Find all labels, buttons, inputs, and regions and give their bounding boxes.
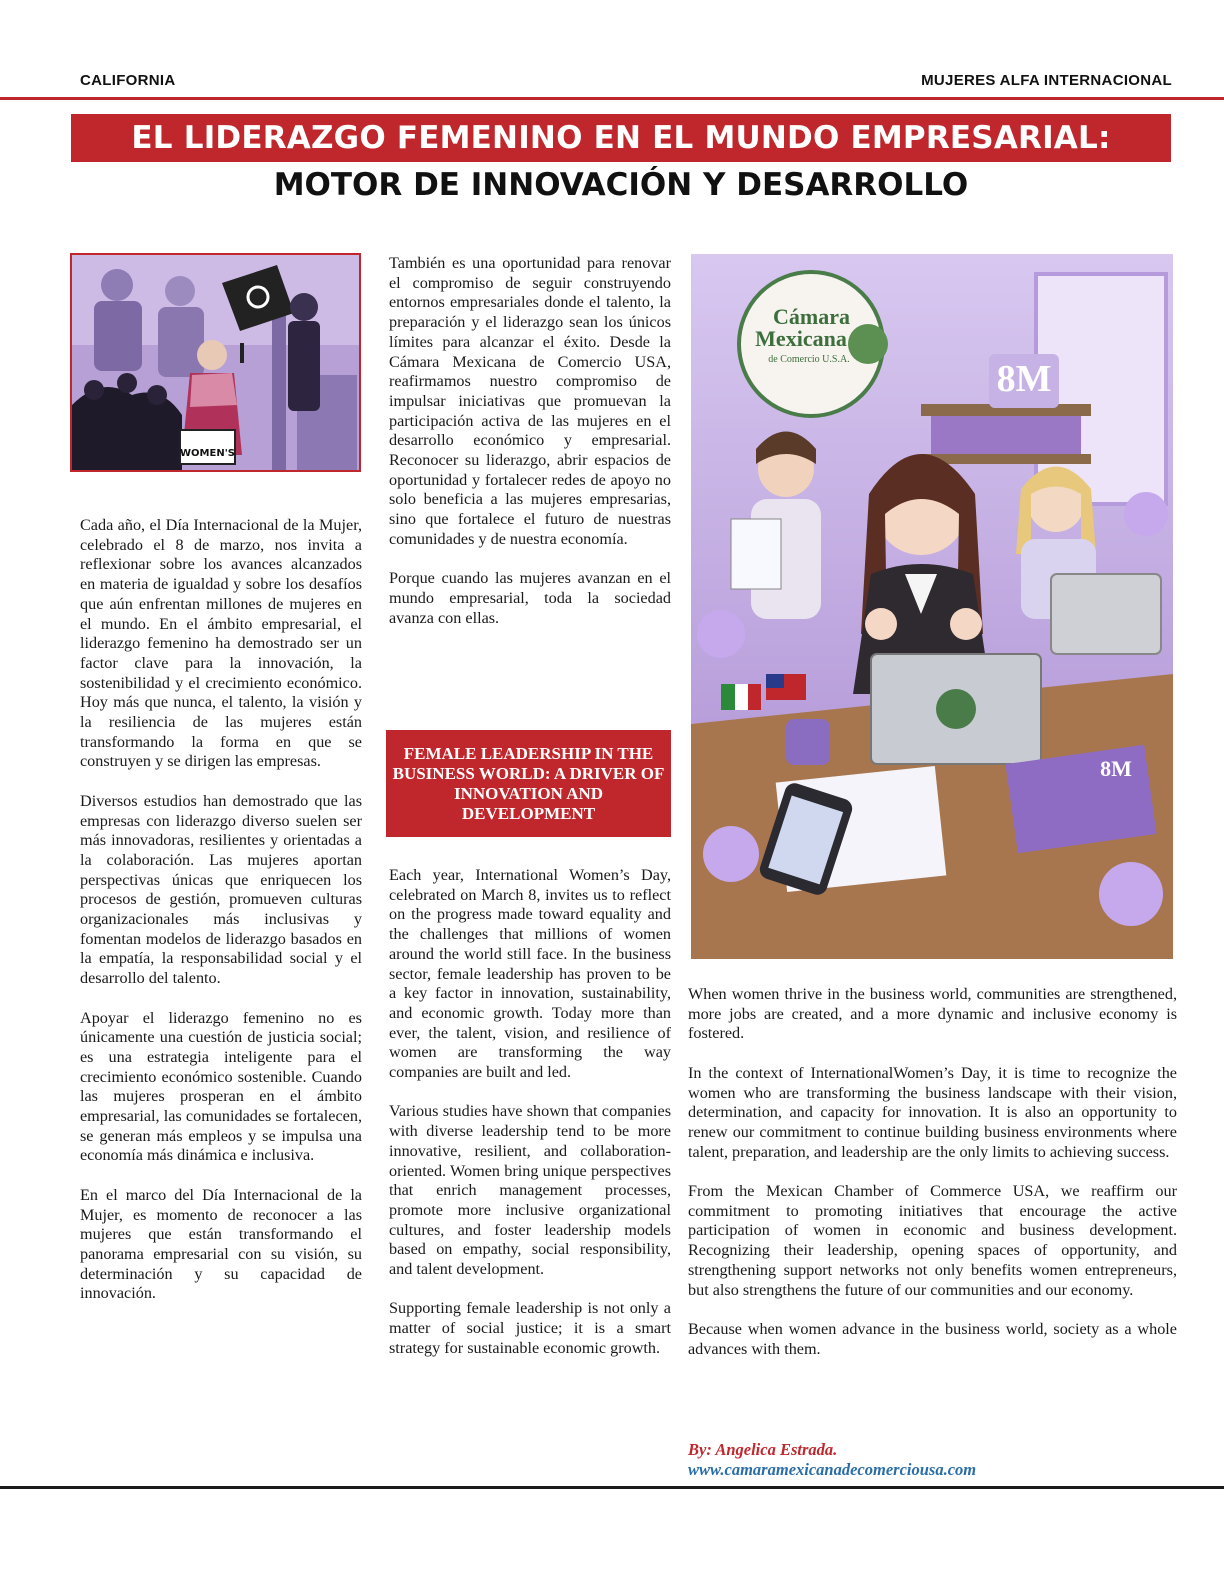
spanish-paragraph-4: En el marco del Día Internacional de la Mujer, es momento de reconocer a las mujeres que están transformando el panorama empresarial con su visión, su determinación y su capacidad de innovación. (80, 1185, 362, 1303)
spanish-paragraph-2: Diversos estudios han demostrado que las empresas con liderazgo diverso suelen ser más innovadoras, resilientes y orientadas a la colaboración. Las mujeres aportan perspectivas únicas que enriquecen los procesos de gestión, promueven culturas organizacionales más inclusivas y fomentan modelos de liderazgo basados en la empatía, la responsabilidad social y el desarrollo del talento. (80, 791, 362, 988)
footer-rule (0, 1486, 1224, 1489)
8m-badge: 8M (996, 358, 1052, 400)
spanish-paragraph-1: Cada año, el Día Internacional de la Mujer, celebrado el 8 de marzo, nos invita a reflexionar sobre los avances alcanzados en materia de igualdad y sobre los desafíos que aún enfrentan millones de mujeres en el mundo. En el ámbito empresarial, el liderazgo femenino ha demostrado ser un factor clave para la innovación, la sostenibilidad y el crecimiento económico. Hoy más que nunca, el talento, la visión y la resiliencia de las mujeres están transformando la forma en que se construyen y se dirigen las empresas. (80, 516, 362, 771)
english-paragraph-4: When women thrive in the business world, communities are strengthened, more jobs are created, and a more dynamic and inclusive economy is fostered. (688, 985, 1177, 1043)
8m-book-badge: 8M (1100, 756, 1132, 781)
author-byline: By: Angelica Estrada. (688, 1440, 838, 1459)
header-rule (0, 97, 1224, 100)
logo-text-subtitle: de Comercio U.S.A. (768, 354, 850, 365)
english-column-2 (688, 985, 1177, 1379)
english-section-heading: FEMALE LEADERSHIP IN THE BUSINESS WORLD: A DRIVER OF INNOVATION AND DEVELOPMENT (386, 730, 671, 837)
logo-text-mexicana: Mexicana (755, 326, 847, 351)
spanish-paragraph-5: También es una oportunidad para renovar el compromiso de seguir construyendo entornos empresariales donde el talento, la preparación y el liderazgo sean los únicos límites para alcanzar el éxito. Desde la Cámara Mexicana de Comercio USA, reafirmamos nuestro compromiso de impulsar iniciativas que promuevan la participación activa de las mujeres en el desarrollo económico y empresarial. Reconocer su liderazgo, abrir espacios de oportunidad y fortalecer redes de apoyo no solo beneficia a las mujeres empresarias, sino que fortalece el futuro de nuestras comunidades y de nuestra economía. (389, 254, 671, 548)
spanish-column-2 (389, 254, 671, 648)
spanish-column-1 (80, 516, 362, 1324)
english-column-1 (389, 866, 671, 1378)
english-paragraph-1: Each year, International Women’s Day, celebrated on March 8, invites us to reflect on the progress made toward equality and the challenges that millions of women around the world still face. In the business sector, female leadership has proven to be a key factor in innovation, sustainability, and economic growth. Today more than ever, the talent, vision, and resilience of women are transforming the way companies are built and led. (389, 866, 671, 1082)
womens-sign-text: WOMEN'S (180, 448, 235, 459)
logo-text-camara: Cámara (773, 304, 850, 329)
english-paragraph-6: From the Mexican Chamber of Commerce USA, we reaffirm our commitment to promoting initiatives that encourage the active participation of women in economic and business development. Recognizing their leadership, opening spaces of opportunity, and strengthening support networks not only benefits women entrepreneurs, but also strengthens the future of our communities and our economy. (688, 1182, 1177, 1299)
headline-line-2: MOTOR DE INNOVACIÓN Y DESARROLLO (273, 167, 969, 203)
suffrage-collage-graphic (72, 255, 359, 470)
spanish-paragraph-6: Porque cuando las mujeres avanzan en el mundo empresarial, toda la sociedad avanza con ellas. (389, 569, 671, 627)
businesswomen-illustration (691, 254, 1173, 959)
english-paragraph-3: Supporting female leadership is not only a matter of social justice; it is a smart strategy for sustainable economic growth. (389, 1299, 671, 1357)
section-label: CALIFORNIA (80, 72, 176, 89)
english-paragraph-2: Various studies have shown that companies with diverse leadership tend to be more innovative, resilient, and collaboration-oriented. Women bring unique perspectives that enrich management processes, promote more inclusive organizational cultures, and foster leadership models based on empathy, social responsibility, and talent development. (389, 1102, 671, 1279)
vintage-suffrage-illustration (70, 253, 361, 472)
english-paragraph-7: Because when women advance in the business world, society as a whole advances with them. (688, 1319, 1177, 1358)
spanish-paragraph-3: Apoyar el liderazgo femenino no es únicamente una cuestión de justicia social; es una estrategia inteligente para el crecimiento económico sostenible. Cuando las mujeres prosperan en el ámbito empresarial, las comunidades se fortalecen, se generan más empleos y se impulsa una economía más dinámica e inclusiva. (80, 1008, 362, 1165)
english-paragraph-5: In the context of InternationalWomen’s Day, it is time to recognize the women who are transforming the business landscape with their vision, determination, and capacity for innovation. It is also an opportunity to renew our commitment to continue building business environments where talent, preparation, and leadership are the only limits to achieving success. (688, 1063, 1177, 1161)
website-link[interactable]: www.camaramexicanadecomerciousa.com (688, 1460, 977, 1479)
headline-line-1: EL LIDERAZGO FEMENINO EN EL MUNDO EMPRESARIAL: (71, 114, 1171, 162)
publication-name: MUJERES ALFA INTERNACIONAL (921, 72, 1172, 89)
